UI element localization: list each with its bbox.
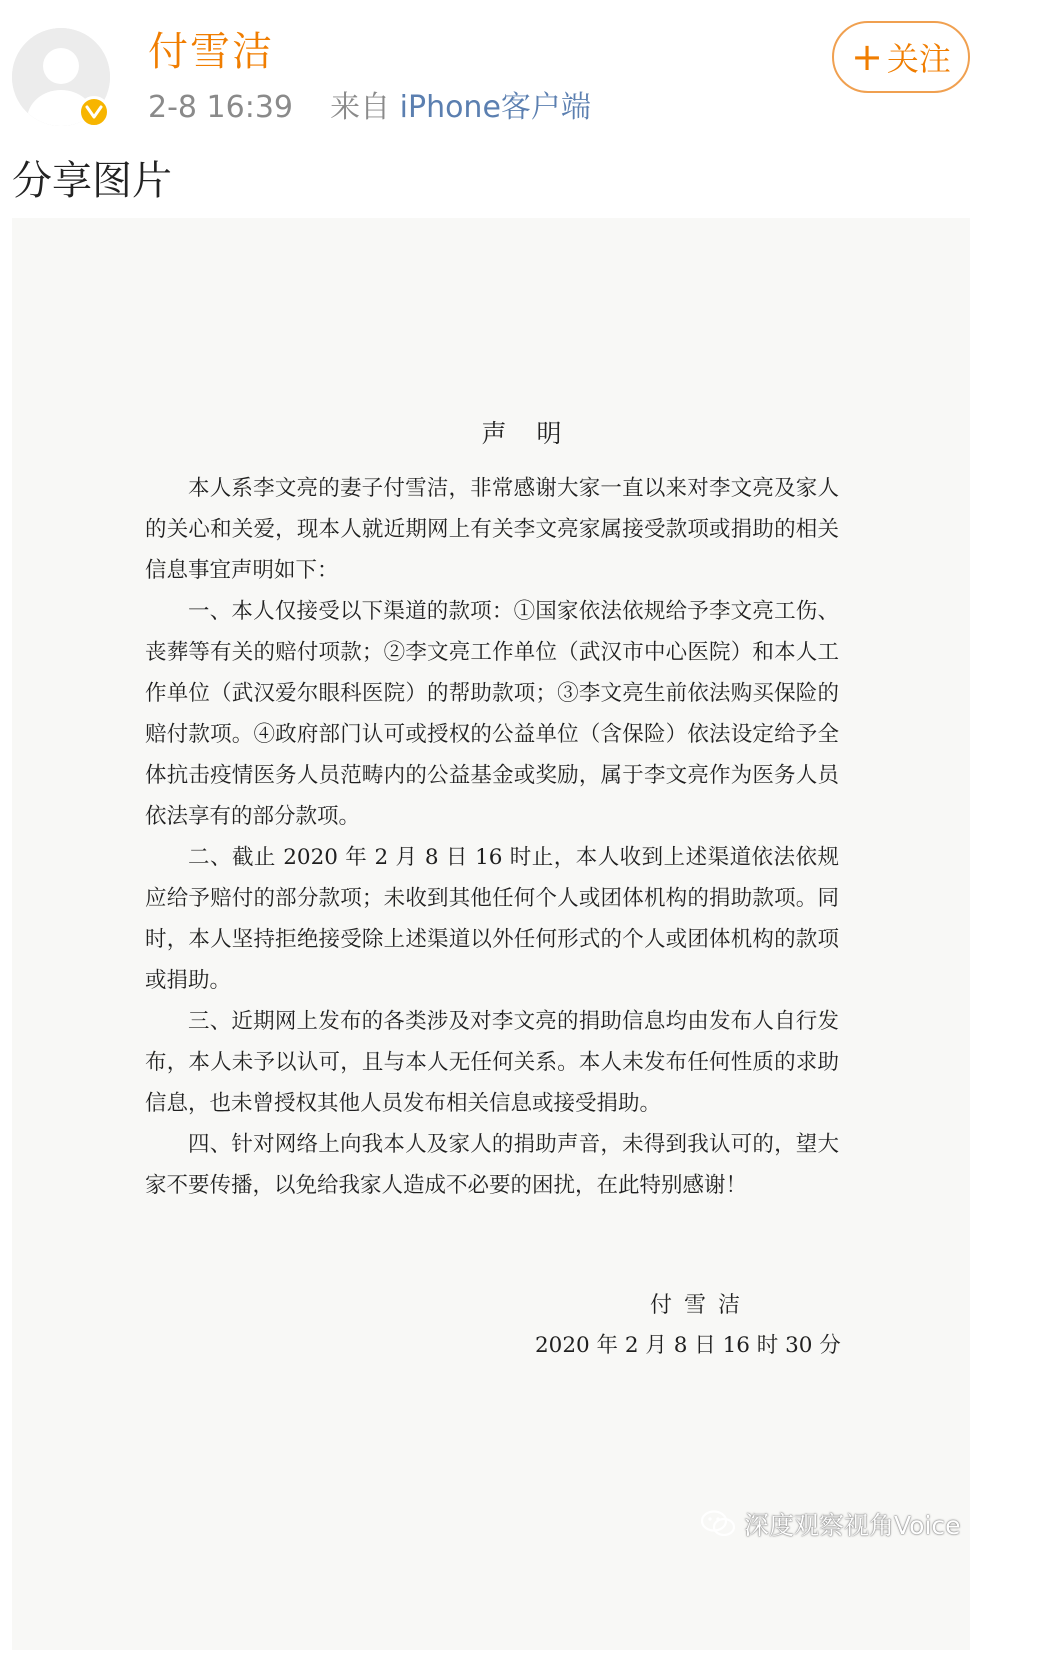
post-text: 分享图片 — [12, 158, 172, 204]
document-paragraph: 四、针对网络上向我本人及家人的捐助声音，未得到我认可的，望大家不要传播，以免给我家人造成不必要的困扰，在此特别感谢！ — [145, 1132, 839, 1198]
document-body — [145, 468, 839, 1206]
document-paragraph: 三、近期网上发布的各类涉及对李文亮的捐助信息均由发布人自行发布，本人未予以认可，且与本人无任何关系。本人未发布任何性质的求助信息，也未曾授权其他人员发布相关信息或接受捐助。 — [145, 1009, 839, 1116]
watermark-text: 深度观察视角Voice — [744, 1511, 961, 1540]
source-prefix: 来自 — [330, 90, 391, 125]
document-paragraph: 本人系李文亮的妻子付雪洁，非常感谢大家一直以来对李文亮及家人的关心和关爱，现本人就近期网上有关李文亮家属接受款项或捐助的相关信息事宜声明如下： — [145, 476, 839, 583]
document-paragraph: 二、截止 2020 年 2 月 8 日 16 时止，本人收到上述渠道依法依规应给予赔付的部分款项；未收到其他任何个人或团体机构的捐助款项。同时，本人坚持拒绝接受除上述渠道以外任何形式的个人或团体机构的款项或捐助。 — [145, 845, 839, 993]
document-title: 声明 — [481, 419, 592, 448]
follow-label: 关注 — [886, 40, 951, 78]
plus-icon: + — [851, 35, 883, 79]
post-source-link[interactable]: iPhone客户端 — [399, 90, 591, 125]
document-paragraph: 一、本人仅接受以下渠道的款项：①国家依法依规给予李文亮工伤、丧葬等有关的赔付项款；②李文亮工作单位（武汉市中心医院）和本人工作单位（武汉爱尔眼科医院）的帮助款项；③李文亮生前依法购买保险的赔付款项。④政府部门认可或授权的公益单位（含保险）依法设定给予全体抗击疫情医务人员范畴内的公益基金或奖励，属于李文亮作为医务人员依法享有的部分款项。 — [145, 599, 839, 829]
verified-badge-icon — [78, 96, 110, 128]
post-meta — [148, 88, 591, 128]
document-date: 2020 年 2 月 8 日 16 时 30 分 — [535, 1333, 841, 1358]
post-header — [0, 0, 1043, 150]
follow-button[interactable] — [832, 21, 970, 93]
username-link[interactable]: 付雪洁 — [148, 29, 274, 75]
document-signature: 付雪洁 — [650, 1293, 753, 1318]
wechat-icon — [700, 1510, 736, 1538]
post-timestamp: 2-8 16:39 — [148, 90, 293, 125]
watermark — [700, 1506, 961, 1542]
